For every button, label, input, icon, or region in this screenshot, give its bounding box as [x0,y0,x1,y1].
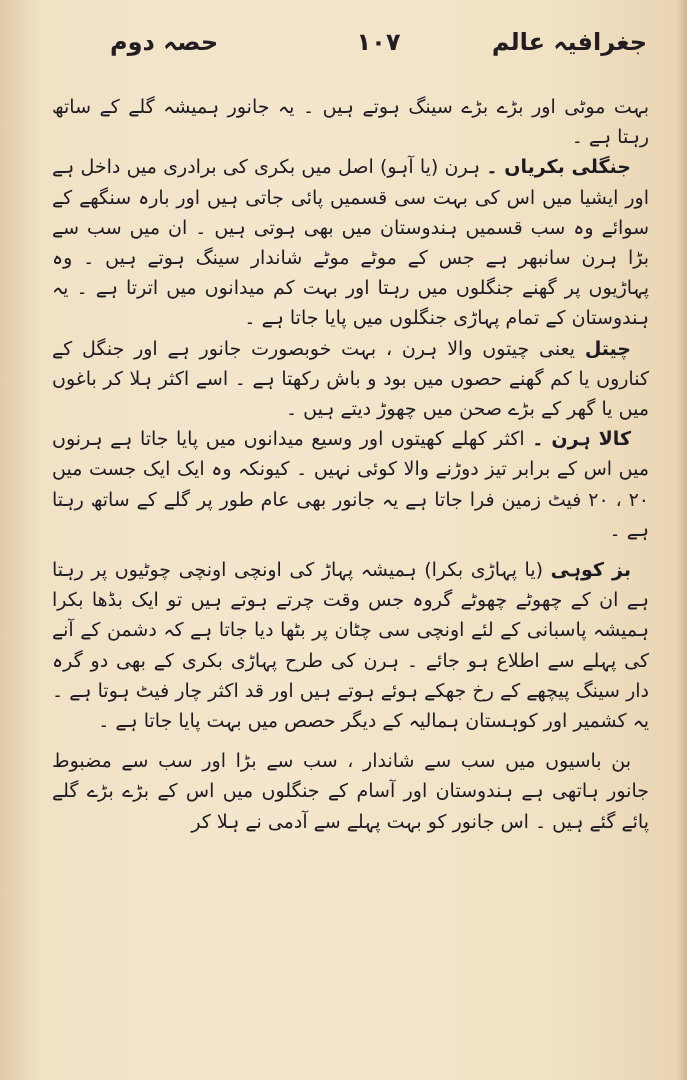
paragraph-heading: جنگلی بکریاں ۔ [486,156,632,179]
page-number: ١٠٧ [356,28,401,56]
paragraph-goat-herd [52,92,649,152]
paragraph-heading: کالا ہرن ۔ [532,428,631,451]
paragraph-text: یعنی چیتوں والا ہرن ، بہت خوبصورت جانور ہے اور جنگل کے کناروں یا کم گھنے حصوں میں بود و باش رکھتا ہے ۔ اسے اکثر ہلا کر باغوں میں یا گھر کے بڑے صحن میں چھوڑ دیتے ہیں ۔ [52,337,649,421]
paragraph-text: (یا پہاڑی بکرا) ہمیشہ پہاڑ کی اونچی اونچی چوٹیوں پر رہتا ہے ان کے چھوٹے چھوٹے گروہ جس وقت چرتے ہوتے ہیں تو ایک بڈھا بکرا ہمیشہ پاسبانی کے لئے اونچی سی چٹان پر بٹھا دیا جاتا ہے کہ دشمن کے آنے کی پہلے سے اطلاع ہو جائے ۔ ہرن کی طرح پہاڑی بکری کے بھی دو گرہ دار سینگ پیچھے کے رخ جھکے ہوئے ہوتے ہیں اور قد اکثر چار فیٹ ہوتا ہے ۔ یہ کشمیر اور کوہستان ہمالیہ کے دیگر حصص میں بہت پایا جاتا ہے ۔ [52,559,649,733]
paragraph-text: بہت موٹی اور بڑے بڑے سینگ ہوتے ہیں ۔ یہ جانور ہمیشہ گلے کے ساتھ رہتا ہے ۔ [52,96,649,149]
page-header [110,28,647,76]
paragraph-text: بن باسیوں میں سب سے شاندار ، سب سے بڑا اور سب سے مضبوط جانور ہاتھی ہے ہندوستان اور آسام کے جنگلوں میں اس کے بڑے بڑے گلے پائے گئے ہیں ۔ اس جانور کو بہت پہلے سے آدمی نے ہلا کر [52,750,649,833]
paragraph-chital [52,334,649,425]
body-text [52,92,649,837]
paragraph-heading: بز کوہی [550,559,632,582]
paragraph-wild-goats [52,152,649,333]
paragraph-elephant [52,746,649,837]
part-label: حصہ دوم [110,28,219,56]
paragraph-heading: چیتل [584,337,631,360]
paragraph-text: ہرن (یا آہو) اصل میں بکری کی برادری میں داخل ہے اور ایشیا میں اس کی بہت سی قسمیں پائی جاتی ہیں اور بارہ سنگھے کے سوائے وہ سب قسمیں ہندوستان میں بھی ہوتی ہیں ۔ ان میں سب سے بڑا ہرن سانبھر ہے جس کے موٹے موٹے شاندار سینگ ہوتے ہیں ۔ وہ پہاڑیوں پر گھنے جنگلوں میں رہتا اور بہت کم میدانوں میں اترتا ہے ۔ یہ ہندوستان کے تمام پہاڑی جنگلوں میں پایا جاتا ہے ۔ [52,156,649,330]
book-title: جغرافیہ عالم [491,28,647,56]
paragraph-ibex [52,555,649,736]
paragraph-blackbuck [52,424,649,545]
paragraph-text: اکثر کھلے کھیتوں اور وسیع میدانوں میں پایا جاتا ہے ہرنوں میں اس کے برابر تیز دوڑنے والا کوئی نہیں ۔ کیونکہ وہ ایک ایک جست میں ٢٠ ، ٢٠ فیٹ زمین فرا جاتا ہے یہ جانور بھی عام طور پر گلے کے ساتھ رہتا ہے ۔ [52,428,649,541]
